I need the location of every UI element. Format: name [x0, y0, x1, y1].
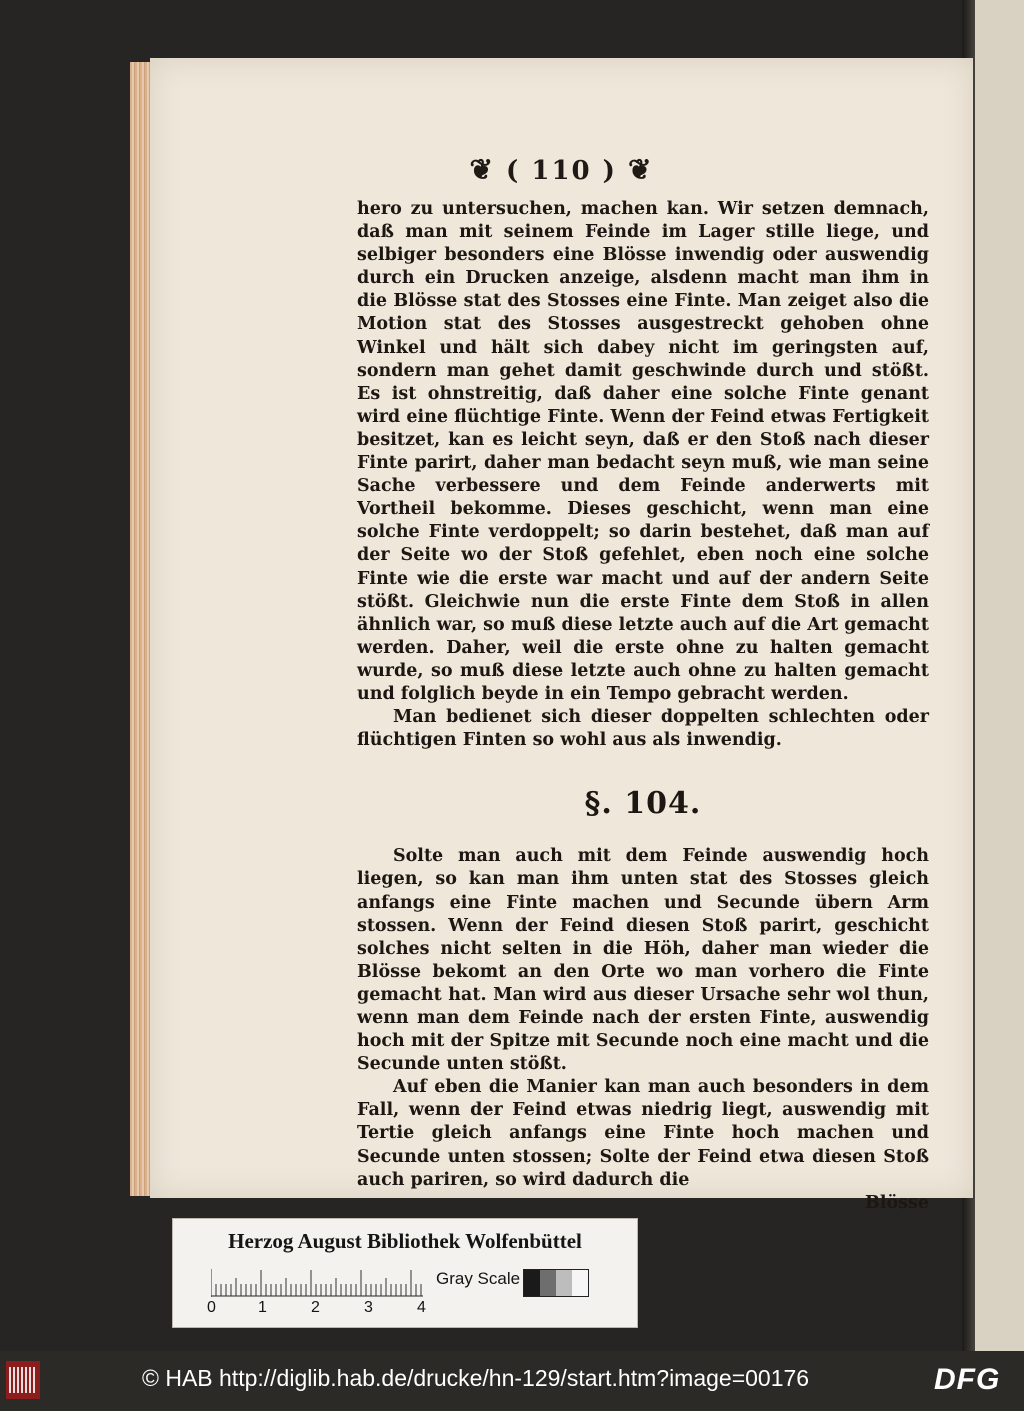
gray-swatch [524, 1270, 540, 1296]
ruler-labels [207, 1299, 447, 1321]
page-block-edge [130, 62, 152, 1196]
hab-logo-icon [6, 1361, 40, 1399]
color-reference-card [172, 1218, 638, 1328]
gray-swatch [572, 1270, 588, 1296]
ruler-label: 1 [258, 1299, 267, 1316]
ruler-label: 0 [207, 1299, 216, 1316]
left-ornament-icon: ❦ [469, 153, 495, 186]
section-heading: §. 104. [584, 786, 702, 822]
gray-swatch [540, 1270, 556, 1296]
gray-swatch [556, 1270, 572, 1296]
measurement-ruler [211, 1269, 423, 1297]
right-ornament-icon: ❦ [628, 153, 654, 186]
book-page [150, 58, 973, 1213]
dfg-logo: DFG [934, 1363, 1001, 1396]
section-paragraph-1: Solte man auch mit dem Feinde auswendig hoch liegen, so kan man ihm unten stat des Stosses gleich anfangs eine Finte machen und Secunde übern Arm stossen. Wenn der Feind diesen Stoß parirt, geschicht solches nicht selten in die Höh, daher man wieder die Blösse bekomt an den Orte wo man vorhero die Finte gemacht hat. Man wird aus dieser Ursache sehr wol thun, wenn man dem Feinde nach der ersten Finte, auswendig hoch mit der Spitze mit Secunde noch eine macht und die Secunde unten stößt. [357, 846, 929, 1075]
copyright-link[interactable]: © HAB http://diglib.hab.de/drucke/hn-129/start.htm?image=00176 [142, 1365, 810, 1391]
page-body-text [357, 198, 929, 1215]
section-paragraph-2: Auf eben die Manier kan man auch besonders in dem Fall, wenn der Feind etwas niedrig liegt, auswendig mit Tertie gleich anfangs eine Finte hoch machen und Secunde unten stossen; Solte der Feind etwa diesen Stoß auch pariren, so wird dadurch die [357, 1077, 929, 1190]
paragraph-2: Man bedienet sich dieser doppelten schlechten oder flüchtigen Finten so wohl aus als inwendig. [357, 707, 929, 751]
ruler-label: 2 [311, 1299, 320, 1316]
ruler-label: 4 [417, 1299, 426, 1316]
facing-page-edge [975, 0, 1024, 1351]
page-number: ( 110 ) [506, 156, 617, 186]
viewer-footer [0, 1351, 1024, 1411]
page-header [150, 153, 973, 186]
library-name: Herzog August Bibliothek Wolfenbüttel [228, 1229, 582, 1253]
paragraph-1: hero zu untersuchen, machen kan. Wir setzen demnach, daß man mit seinem Feinde im Lager stille liege, und selbiger besonders eine Blösse inwendig oder auswendig durch ein Drucken anzeige, alsdenn macht man ihm in die Blösse stat des Stosses eine Finte. Man zeiget also die Motion stat des Stosses ausgestreckt gehoben ohne Winkel und hält sich dabey nicht im geringsten auf, sondern man gehet damit geschwinde durch und stößt. Es ist ohnstreitig, daß daher eine solche Finte genant wird eine flüchtige Finte. Wenn der Feind etwas Fertigkeit besitzet, kan es leicht seyn, daß er den Stoß nach dieser Finte parirt, daher man bedacht seyn muß, wie man seine Sache verbessere und dem Feinde anderwerts mit Vortheil bekomme. Dieses geschicht, wenn man eine solche Finte verdoppelt; so darin bestehet, daß man auf der Seite wo der Stoß gefehlet, eben noch eine solche Finte wie die erste war macht und auf der andern Seite stößt. Gleichwie nun die erste Finte dem Stoß in allen ähnlich war, so muß diese letzte auch auf die Art gemacht werden. Daher, weil die erste ohne zu halten gemacht wurde, so muß diese letzte auch ohne zu halten gemacht und folglich beyde in ein Tempo gebracht werden. [357, 199, 929, 704]
gray-scale-label: Gray Scale [436, 1269, 521, 1288]
gray-scale-swatches [523, 1269, 589, 1297]
catchword: Blösse [865, 1192, 929, 1213]
ruler-label: 3 [364, 1299, 373, 1316]
